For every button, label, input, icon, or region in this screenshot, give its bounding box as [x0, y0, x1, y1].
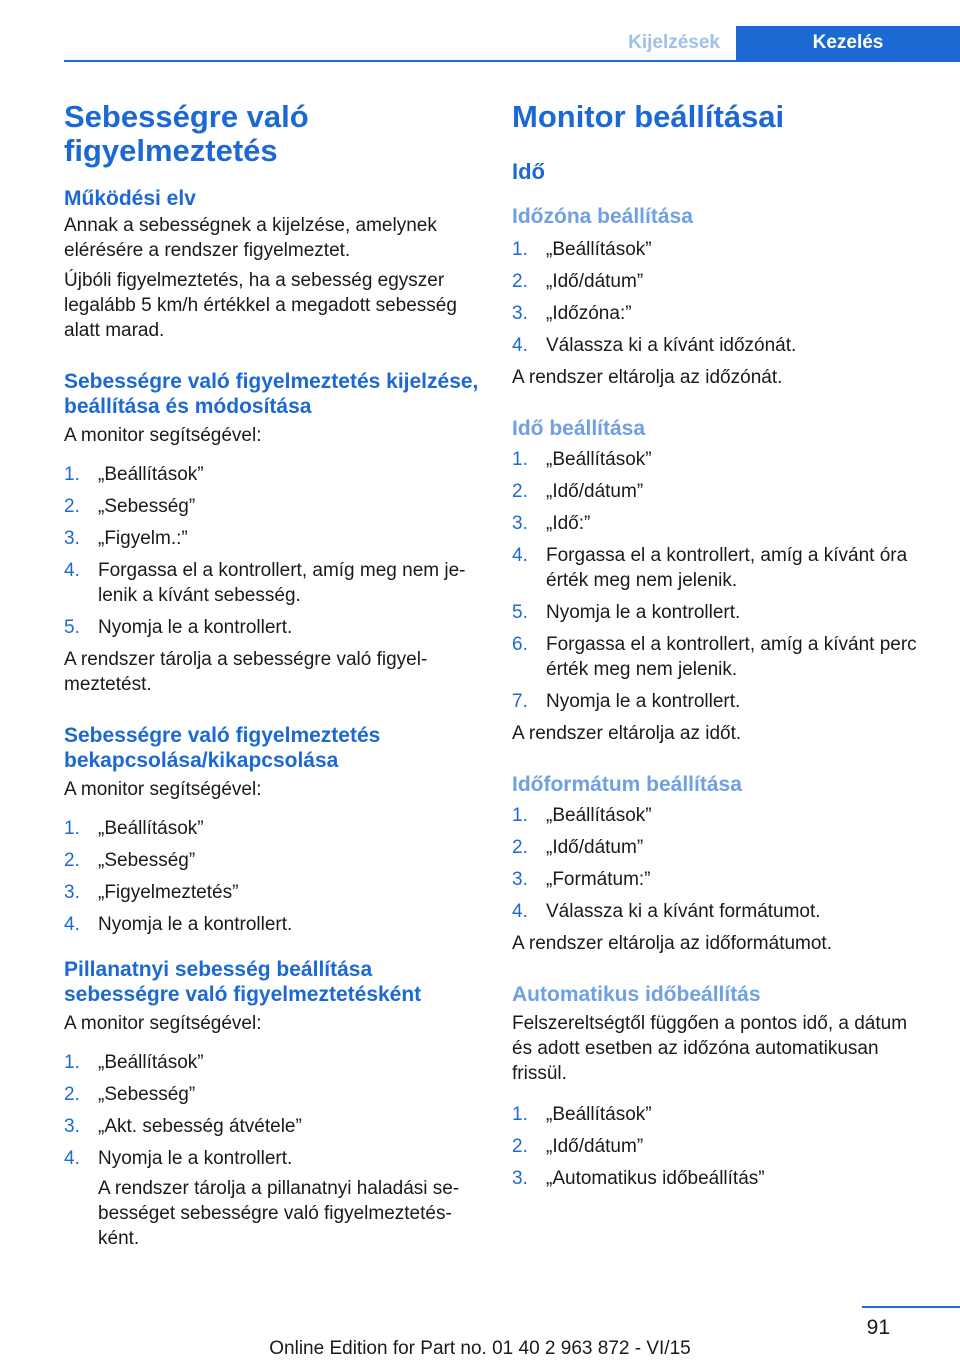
section-tab-kezeles[interactable]: Kezelés	[736, 26, 960, 62]
step-number: 3.	[64, 1116, 80, 1137]
step-text: Nyomja le a kontrollert.	[546, 691, 741, 712]
step-text: „Sebesség”	[98, 1084, 196, 1105]
step-number: 1.	[512, 805, 528, 826]
step-text: „Időzóna:”	[546, 303, 632, 324]
step-text: „Figyelmeztetés”	[98, 882, 239, 903]
time-heading: Idő	[512, 159, 545, 184]
list-item	[512, 237, 932, 262]
list-item	[512, 511, 932, 536]
step-text: „Beállítások”	[98, 1052, 204, 1073]
list-item	[64, 880, 482, 905]
step-text: „Beállítások”	[98, 818, 204, 839]
current-speed-note: A rendszer tárolja a pillanatnyi haladási se‐bességet sebességre való figyelmeztetés‐ként.	[98, 1178, 460, 1249]
list-item	[64, 816, 482, 841]
step-text: „Beállítások”	[98, 464, 204, 485]
speed-warning-title: Sebességre való figyelmeztetés	[64, 99, 309, 168]
format-heading: Időformátum beállítása	[512, 773, 742, 796]
timezone-heading: Időzóna beállítása	[512, 205, 693, 228]
list-item	[512, 803, 932, 828]
step-number: 5.	[512, 602, 528, 623]
step-text: „Akt. sebesség átvétele”	[98, 1116, 302, 1137]
principle-text-2: Újbóli figyelmeztetés, ha a sebesség egyszer legalább 5 km/h értékkel a megadott sebesség alatt marad.	[64, 270, 457, 341]
step-number: 3.	[512, 1168, 528, 1189]
list-item	[512, 479, 932, 504]
step-text: „Beállítások”	[546, 449, 652, 470]
list-item	[512, 632, 932, 682]
step-number: 1.	[64, 464, 80, 485]
step-number: 3.	[64, 528, 80, 549]
edition-note: Online Edition for Part no. 01 40 2 963 872 - VI/15	[269, 1338, 691, 1359]
list-item	[64, 1146, 482, 1171]
principle-heading: Működési elv	[64, 187, 196, 210]
step-text: Forgassa el a kontrollert, amíg meg nem je‐lenik a kívánt sebesség.	[98, 560, 466, 606]
step-number: 1.	[64, 1052, 80, 1073]
section-tab-kijelzesek[interactable]: Kijelzések	[628, 32, 720, 53]
step-text: „Beállítások”	[546, 1104, 652, 1125]
step-number: 4.	[512, 545, 528, 566]
display-set-steps	[64, 462, 482, 640]
step-text: Nyomja le a kontrollert.	[546, 602, 741, 623]
step-text: „Idő/dátum”	[546, 271, 644, 292]
step-text: „Sebesség”	[98, 850, 196, 871]
step-text: „Automatikus időbeállítás”	[546, 1168, 765, 1189]
step-number: 2.	[64, 496, 80, 517]
step-text: Válassza ki a kívánt időzónát.	[546, 335, 797, 356]
list-item	[512, 269, 932, 294]
step-number: 4.	[64, 914, 80, 935]
list-item	[64, 558, 482, 608]
list-item	[512, 1102, 932, 1127]
list-item	[64, 1114, 482, 1139]
list-item	[64, 848, 482, 873]
step-number: 3.	[64, 882, 80, 903]
step-number: 7.	[512, 691, 528, 712]
list-item	[512, 835, 932, 860]
step-text: Nyomja le a kontrollert.	[98, 1148, 293, 1169]
principle-text-1: Annak a sebességnek a kijelzése, amelynek elérésére a rendszer figyelmeztet.	[64, 215, 437, 261]
format-outro: A rendszer eltárolja az időformátumot.	[512, 933, 832, 954]
step-number: 1.	[64, 818, 80, 839]
list-item	[64, 462, 482, 487]
timezone-steps	[512, 237, 932, 358]
footer-rule	[862, 1306, 960, 1308]
step-number: 2.	[512, 1136, 528, 1157]
step-number: 2.	[64, 1084, 80, 1105]
format-steps	[512, 803, 932, 924]
step-text: „Idő/dátum”	[546, 481, 644, 502]
step-number: 3.	[512, 303, 528, 324]
left-column	[64, 100, 482, 1251]
step-number: 1.	[512, 239, 528, 260]
step-text: Nyomja le a kontrollert.	[98, 914, 293, 935]
step-number: 2.	[512, 271, 528, 292]
current-speed-intro: A monitor segítségével:	[64, 1013, 262, 1034]
step-text: „Sebesség”	[98, 496, 196, 517]
time-set-outro: A rendszer eltárolja az időt.	[512, 723, 742, 744]
step-number: 4.	[512, 901, 528, 922]
step-number: 4.	[64, 1148, 80, 1169]
step-number: 5.	[64, 617, 80, 638]
current-speed-heading: Pillanatnyi sebesség beállítása sebességre való figyelmeztetésként	[64, 958, 422, 1006]
auto-time-heading: Automatikus időbeállítás	[512, 983, 761, 1006]
display-set-outro: A rendszer tárolja a sebességre való figyel‐meztetést.	[64, 649, 428, 695]
list-item	[64, 526, 482, 551]
time-set-heading: Idő beállítása	[512, 417, 646, 440]
list-item	[512, 301, 932, 326]
current-speed-steps	[64, 1050, 482, 1171]
time-set-steps	[512, 447, 932, 714]
list-item	[64, 615, 482, 640]
list-item	[512, 899, 932, 924]
step-number: 1.	[512, 1104, 528, 1125]
step-number: 4.	[64, 560, 80, 581]
step-number: 2.	[512, 837, 528, 858]
list-item	[64, 494, 482, 519]
step-text: Nyomja le a kontrollert.	[98, 617, 293, 638]
list-item	[512, 867, 932, 892]
step-text: „Formátum:”	[546, 869, 651, 890]
list-item	[512, 333, 932, 358]
step-text: „Figyelm.:”	[98, 528, 188, 549]
step-text: „Beállítások”	[546, 805, 652, 826]
list-item	[64, 912, 482, 937]
list-item	[64, 1082, 482, 1107]
step-number: 1.	[512, 449, 528, 470]
page-header	[64, 26, 960, 62]
list-item	[64, 1050, 482, 1075]
auto-time-text: Felszereltségtől függően a pontos idő, a dátum és adott esetben az időzóna automatikusan frissül.	[512, 1013, 908, 1084]
step-text: Forgassa el a kontrollert, amíg a kívánt perc érték meg nem jelenik.	[546, 634, 917, 680]
step-number: 4.	[512, 335, 528, 356]
display-set-intro: A monitor segítségével:	[64, 425, 262, 446]
page-number: 91	[866, 1316, 890, 1339]
step-text: Válassza ki a kívánt formátumot.	[546, 901, 821, 922]
on-off-steps	[64, 816, 482, 937]
on-off-intro: A monitor segítségével:	[64, 779, 262, 800]
step-text: Forgassa el a kontrollert, amíg a kívánt óra érték meg nem jelenik.	[546, 545, 908, 591]
step-text: „Idő:”	[546, 513, 591, 534]
step-number: 2.	[64, 850, 80, 871]
monitor-settings-title: Monitor beállításai	[512, 99, 785, 134]
step-text: „Beállítások”	[546, 239, 652, 260]
right-column	[512, 100, 932, 1198]
list-item	[512, 447, 932, 472]
step-number: 2.	[512, 481, 528, 502]
on-off-heading: Sebességre való figyelmeztetés bekapcsolása/kikapcsolása	[64, 724, 381, 772]
timezone-outro: A rendszer eltárolja az időzónát.	[512, 367, 783, 388]
list-item	[512, 1134, 932, 1159]
step-number: 3.	[512, 513, 528, 534]
list-item	[512, 600, 932, 625]
auto-time-steps	[512, 1102, 932, 1191]
step-text: „Idő/dátum”	[546, 837, 644, 858]
display-set-heading: Sebességre való figyelmeztetés kijelzése, beállítása és módosítása	[64, 370, 479, 418]
list-item	[512, 543, 932, 593]
list-item	[512, 689, 932, 714]
step-number: 3.	[512, 869, 528, 890]
step-text: „Idő/dátum”	[546, 1136, 644, 1157]
list-item	[512, 1166, 932, 1191]
step-number: 6.	[512, 634, 528, 655]
